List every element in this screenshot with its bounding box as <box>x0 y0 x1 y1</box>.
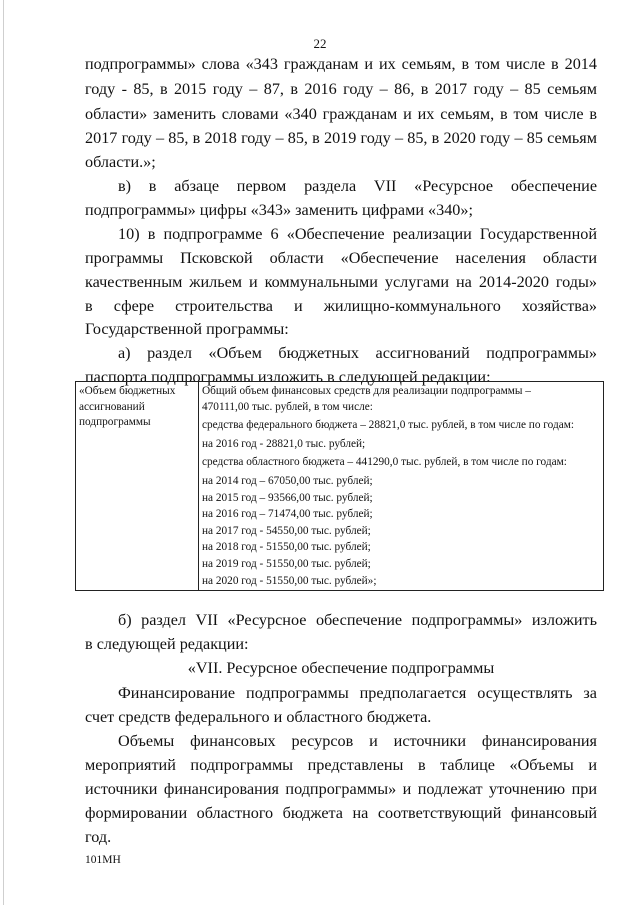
value-line: средства областного бюджета – 441290,0 тыс. рублей, в том числе по годам: <box>202 456 567 469</box>
value-line: на 2019 год - 51550,00 тыс. рублей; <box>202 557 371 570</box>
table-row <box>76 382 604 591</box>
value-line: на 2016 год – 71474,00 тыс. рублей; <box>202 508 373 521</box>
page-number: 22 <box>313 36 327 51</box>
text-line: формировании областного бюджета на соответствующий финансовый <box>85 804 597 822</box>
text-line: области» заменить словами «340 гражданам и их семьям, в том числе в <box>85 105 597 123</box>
label-line: «Объем бюджетных <box>79 385 176 397</box>
text-line: счет средств федерального и областного бюджета. <box>85 708 432 726</box>
table-label-cell <box>76 382 199 591</box>
text-line: в) в абзаце первом раздела VII «Ресурсное обеспечение <box>118 177 597 195</box>
section-heading: «VII. Ресурсное обеспечение подпрограммы <box>187 659 495 677</box>
text-line: Объемы финансовых ресурсов и источники финансирования <box>118 732 597 750</box>
value-line: на 2015 год – 93566,00 тыс. рублей; <box>202 491 373 504</box>
value-line: на 2018 год - 51550,00 тыс. рублей; <box>202 541 371 554</box>
text-line: в сфере строительства и жилищно-коммунального хозяйства» <box>85 297 597 315</box>
value-line: средства федерального бюджета – 28821,0 тыс. рублей, в том числе по годам: <box>202 419 575 432</box>
label-line: подпрограммы <box>79 416 151 429</box>
resource-table <box>75 381 604 591</box>
text-line: подпрограммы» слова «343 гражданам и их семьям, в том числе в 2014 <box>85 55 597 73</box>
text-line: а) раздел «Объем бюджетных ассигнований подпрограммы» <box>118 344 597 362</box>
text-line: б) раздел VII «Ресурсное обеспечение подпрограммы» изложить <box>118 611 597 629</box>
document-code: 101МН <box>85 854 121 866</box>
label-line: ассигнований <box>79 400 145 413</box>
text-line: Государственной программы: <box>85 320 289 338</box>
scan-edge-line <box>3 0 4 905</box>
text-line: подпрограммы» цифры «343» заменить цифрами «340»; <box>85 201 473 219</box>
text-line: Финансирование подпрограммы предполагается осуществлять за <box>118 684 597 702</box>
text-line: источники финансирования подпрограммы» и подлежат уточнению при <box>85 780 597 798</box>
text-line: 2017 году – 85, в 2018 году – 85, в 2019 году – 85, в 2020 году – 85 семьям <box>85 129 597 147</box>
text-line: области.»; <box>85 153 156 171</box>
value-line: на 2014 год – 67050,00 тыс. рублей; <box>202 474 373 487</box>
text-line: паспорта подпрограммы изложить в следующей редакции: <box>85 368 491 386</box>
text-line: качественным жильем и коммунальными услугами на 2014-2020 годы» <box>85 273 597 291</box>
value-line: на 2020 год - 51550,00 тыс. рублей»; <box>202 574 377 587</box>
text-line: год. <box>85 828 112 846</box>
value-line: на 2016 год - 28821,0 тыс. рублей; <box>202 437 366 450</box>
value-line: 470111,00 тыс. рублей, в том числе: <box>202 400 373 413</box>
text-line: мероприятий подпрограммы представлены в таблице «Объемы и <box>85 756 597 774</box>
value-line: Общий объем финансовых средств для реализации подпрограммы – <box>202 385 531 397</box>
text-line: в следующей редакции: <box>85 635 249 653</box>
value-line: на 2017 год - 54550,00 тыс. рублей; <box>202 524 371 537</box>
table-value-cell <box>199 382 604 591</box>
text-line: году - 85, в 2015 году – 87, в 2016 году – 86, в 2017 году – 85 семьям <box>85 80 597 98</box>
text-line: 10) в подпрограмме 6 «Обеспечение реализации Государственной <box>118 225 597 243</box>
text-line: программы Псковской области «Обеспечение населения области <box>85 249 597 267</box>
